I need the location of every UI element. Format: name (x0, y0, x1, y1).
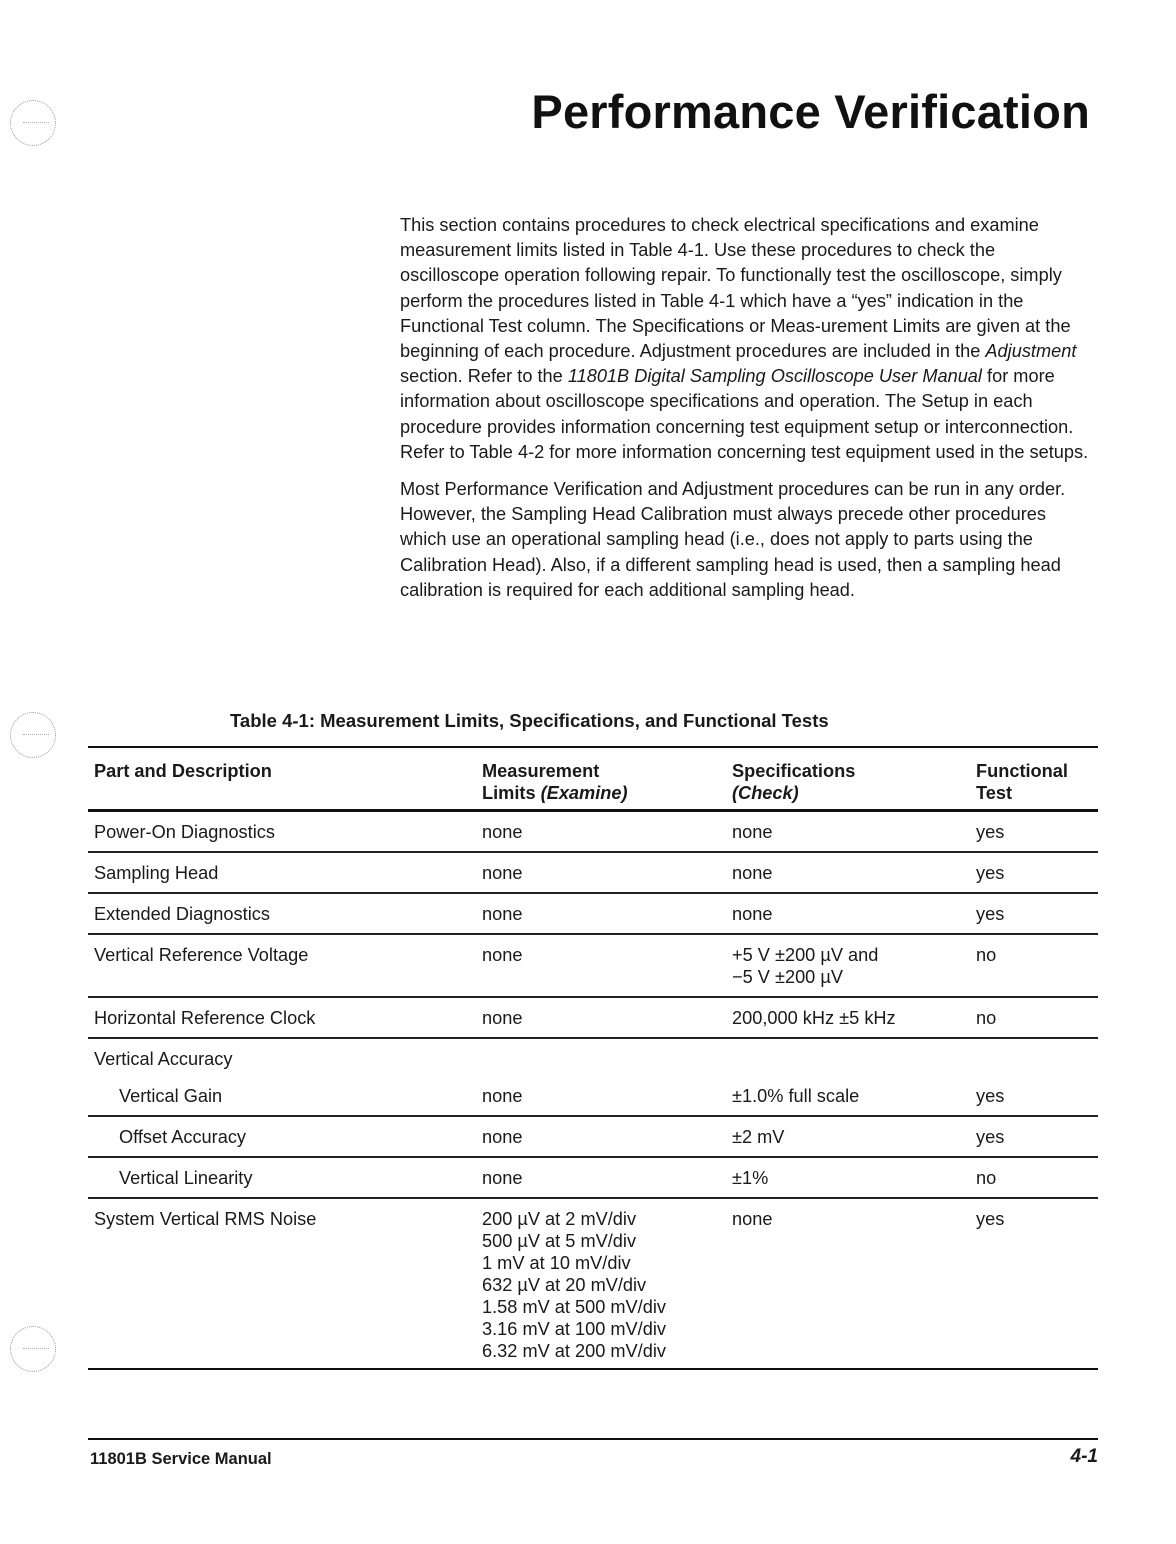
table-row (88, 934, 1098, 997)
punch-hole-mark (10, 1326, 56, 1372)
table-header-row (88, 747, 1098, 811)
limit-line: 632 µV at 20 mV/div (482, 1275, 647, 1295)
cell-spec: ±2 mV (726, 1116, 970, 1157)
cell-part: Vertical Gain (88, 1076, 476, 1116)
cell-spec: 200,000 kHz ±5 kHz (726, 997, 970, 1038)
cell-empty (476, 1038, 726, 1076)
cell-spec (726, 934, 970, 997)
intro-paragraph-1 (400, 213, 1090, 465)
limit-line: 1 mV at 10 mV/div (482, 1253, 631, 1273)
cell-part: Power-On Diagnostics (88, 811, 476, 853)
cell-limits (476, 1198, 726, 1369)
header-label: Specifications (732, 761, 856, 781)
cell-group-title: Vertical Accuracy (94, 1049, 233, 1069)
intro-text-segment: This section contains procedures to check electrical specifications and examine measurement limits listed in Table 4-1. Use these procedures to check the oscilloscope operation following repair. To functionally test the oscilloscope, simply perform the procedures listed in Table 4-1 which have a “yes” indication in the Functional Test column. The Specifications or Meas-urement Limits are given at the beginning of each procedure. Adjustment procedures are included in the (400, 215, 1071, 362)
cell-functional: yes (970, 1076, 1098, 1116)
intro-text (400, 213, 1090, 615)
intro-paragraph-2: Most Performance Verification and Adjustment procedures can be run in any order. However, the Sampling Head Calibration must always precede other procedures which use an operational sampling head (i.e., does not apply to parts using the Calibration Head). Also, if a different sampling head is used, then a sampling head calibration is required for each additional sampling head. (400, 479, 1066, 600)
table-row (88, 1076, 1098, 1116)
cell-spec: ±1.0% full scale (726, 1076, 970, 1116)
table-row (88, 811, 1098, 853)
cell-limits: none (476, 852, 726, 893)
cell-spec: none (726, 1198, 970, 1369)
intro-text-segment: for more information about oscilloscope specifications and operation. The Setup in each procedure provides information concerning test equipment setup or interconnection. Refer to Table 4-2 for more information concerning test equipment used in the setups. (400, 366, 1089, 462)
cell-limits: none (476, 1076, 726, 1116)
table-group-row (88, 1038, 1098, 1076)
table-row (88, 997, 1098, 1038)
cell-functional: no (970, 934, 1098, 997)
cell-limits: none (476, 1116, 726, 1157)
table-row (88, 1157, 1098, 1198)
cell-part: Vertical Reference Voltage (88, 934, 476, 997)
footer-manual-title: 11801B Service Manual (90, 1450, 272, 1468)
spec-line: +5 V ±200 µV and (732, 945, 879, 965)
cell-functional: no (970, 997, 1098, 1038)
cell-functional: no (970, 1157, 1098, 1198)
header-label: Measurement (482, 761, 600, 781)
header-specifications (726, 747, 970, 811)
cell-part: Horizontal Reference Clock (88, 997, 476, 1038)
cell-part: System Vertical RMS Noise (88, 1198, 476, 1369)
table-row (88, 893, 1098, 934)
header-label: Part and Description (94, 761, 272, 781)
table-row (88, 1198, 1098, 1369)
cell-functional: yes (970, 893, 1098, 934)
cell-limits: none (476, 811, 726, 853)
header-functional-test (970, 747, 1098, 811)
limit-line: 1.58 mV at 500 mV/div (482, 1297, 666, 1317)
cell-functional: yes (970, 811, 1098, 853)
limit-line: 500 µV at 5 mV/div (482, 1231, 637, 1251)
header-label: Test (976, 783, 1013, 803)
cell-part: Extended Diagnostics (88, 893, 476, 934)
limit-line: 200 µV at 2 mV/div (482, 1209, 637, 1229)
intro-text-segment: section. Refer to the (400, 366, 568, 387)
header-label: Limits (482, 783, 541, 803)
cell-spec: none (726, 811, 970, 853)
measurement-limits-table (88, 746, 1098, 1370)
cell-limits: none (476, 1157, 726, 1198)
page-title: Performance Verification (531, 85, 1090, 138)
footer-page-number: 4-1 (1070, 1446, 1098, 1467)
cell-limits: none (476, 997, 726, 1038)
cell-functional: yes (970, 852, 1098, 893)
header-measurement-limits (476, 747, 726, 811)
limit-line: 3.16 mV at 100 mV/div (482, 1319, 666, 1339)
cell-limits: none (476, 893, 726, 934)
cell-limits: none (476, 934, 726, 997)
cell-part: Vertical Linearity (88, 1157, 476, 1198)
header-label: Functional (976, 761, 1068, 781)
cell-spec: ±1% (726, 1157, 970, 1198)
cell-empty (970, 1038, 1098, 1076)
cell-functional: yes (970, 1198, 1098, 1369)
header-label: (Check) (732, 783, 799, 803)
table-row (88, 852, 1098, 893)
cell-part: Offset Accuracy (88, 1116, 476, 1157)
limit-line: 6.32 mV at 200 mV/div (482, 1341, 666, 1361)
header-label: (Examine) (540, 783, 628, 803)
punch-hole-mark (10, 712, 56, 758)
table-row (88, 1116, 1098, 1157)
adjustment-section-reference: Adjustment (985, 341, 1077, 362)
cell-empty (726, 1038, 970, 1076)
header-part-description (88, 747, 476, 811)
cell-part: Sampling Head (88, 852, 476, 893)
cell-spec: none (726, 852, 970, 893)
footer-divider (88, 1438, 1098, 1440)
punch-hole-mark (10, 100, 56, 146)
cell-spec: none (726, 893, 970, 934)
spec-line: −5 V ±200 µV (732, 967, 843, 987)
user-manual-reference: 11801B Digital Sampling Oscilloscope User Manual (567, 366, 982, 387)
cell-functional: yes (970, 1116, 1098, 1157)
table-caption: Table 4-1: Measurement Limits, Specifications, and Functional Tests (230, 710, 829, 731)
